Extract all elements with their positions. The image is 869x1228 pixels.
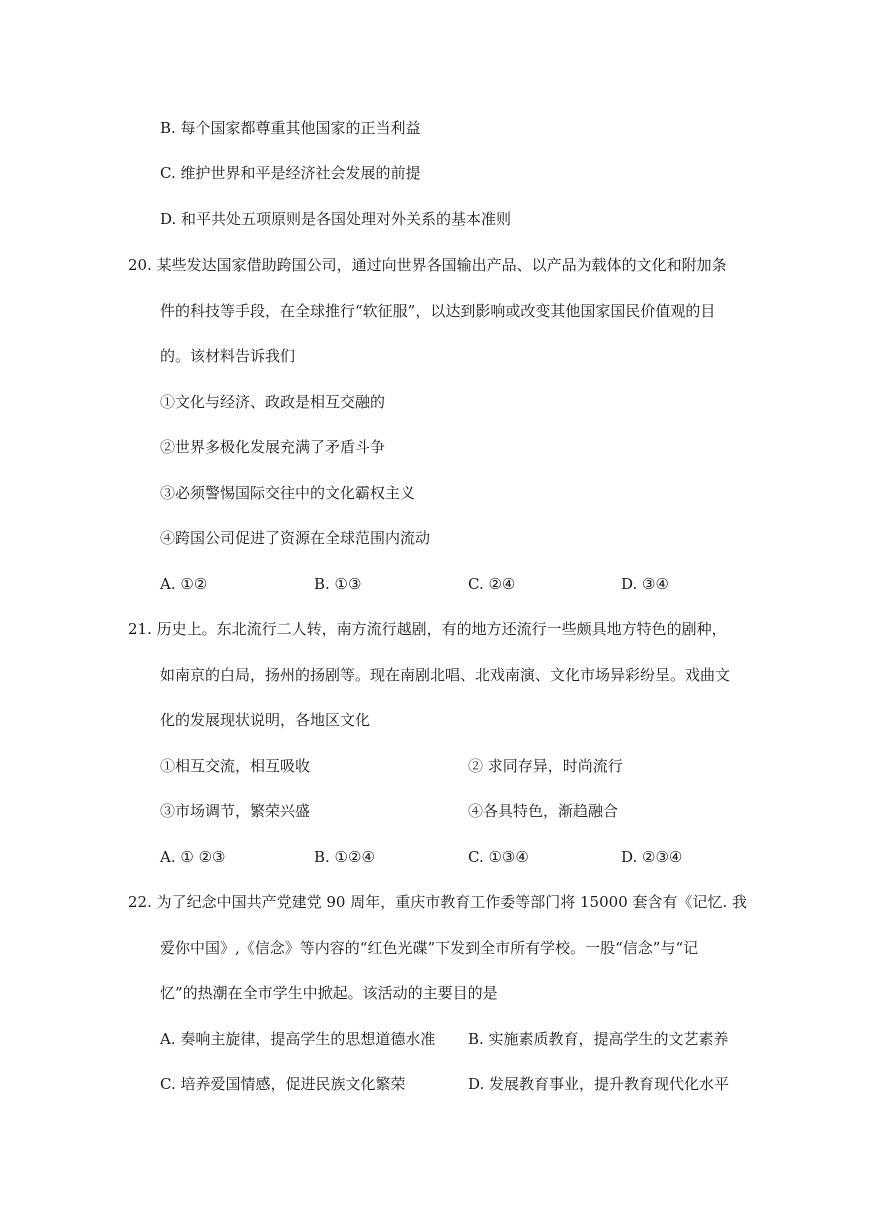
q22-choice-a: A. 奏响主旋律，提高学生的思想道德水准 — [160, 1030, 436, 1048]
q20-statement-2: ②世界多极化发展充满了矛盾斗争 — [160, 438, 386, 456]
q22-stem-line1: 22. 为了纪念中国共产党建党 90 周年，重庆市教育工作委等部门将 15000 套含有《记忆. 我 — [128, 893, 748, 911]
q22-choice-d: D. 发展教育事业，提升教育现代化水平 — [468, 1075, 730, 1093]
q22-stem-line3: 忆”的热潮在全市学生中掀起。该活动的主要目的是 — [160, 984, 498, 1002]
q22-stem-line2: 爱你中国》,《信念》等内容的“红色光碟”下发到全市所有学校。一股“信念”与“记 — [160, 939, 699, 957]
q20-choice-d: D. ③④ — [621, 575, 669, 593]
q19-option-b: B. 每个国家都尊重其他国家的正当利益 — [160, 119, 421, 137]
q21-choice-c: C. ①③④ — [468, 848, 529, 866]
q19-option-d: D. 和平共处五项原则是各国处理对外关系的基本准则 — [160, 210, 512, 228]
q21-choice-a: A. ① ②③ — [160, 848, 226, 866]
q20-choice-c: C. ②④ — [468, 575, 516, 593]
q21-stem-line3: 化的发展现状说明，各地区文化 — [160, 711, 371, 729]
q20-choice-b: B. ①③ — [314, 575, 362, 593]
q21-stem-line2: 如南京的白局，扬州的扬剧等。现在南剧北唱、北戏南演、文化市场异彩纷呈。戏曲文 — [160, 666, 731, 684]
q21-stem-line1: 21. 历史上。东北流行二人转，南方流行越剧，有的地方还流行一些颇具地方特色的剧种， — [128, 620, 727, 638]
q20-statement-4: ④跨国公司促进了资源在全球范围内流动 — [160, 529, 431, 547]
q21-statement-4: ④各具特色，渐趋融合 — [468, 802, 619, 820]
q22-choice-c: C. 培养爱国情感，促进民族文化繁荣 — [160, 1075, 406, 1093]
q20-statement-3: ③必须警惕国际交往中的文化霸权主义 — [160, 484, 416, 502]
q21-statement-2: ② 求同存异，时尚流行 — [468, 757, 623, 775]
q20-stem-line3: 的。该材料告诉我们 — [160, 347, 296, 365]
q22-choice-b: B. 实施素质教育，提高学生的文艺素养 — [468, 1030, 729, 1048]
q21-statement-1: ①相互交流，相互吸收 — [160, 757, 311, 775]
q21-choice-d: D. ②③④ — [621, 848, 683, 866]
q21-choice-b: B. ①②④ — [314, 848, 375, 866]
q20-stem-line1: 20. 某些发达国家借助跨国公司，通过向世界各国输出产品、以产品为载体的文化和附加条 — [128, 256, 727, 274]
q21-statement-3: ③市场调节，繁荣兴盛 — [160, 802, 311, 820]
q19-option-c: C. 维护世界和平是经济社会发展的前提 — [160, 164, 421, 182]
q20-choice-a: A. ①② — [160, 575, 208, 593]
q20-stem-line2: 件的科技等手段，在全球推行“软征服”，以达到影响或改变其他国家国民价值观的目 — [160, 302, 716, 320]
q20-statement-1: ①文化与经济、政政是相互交融的 — [160, 393, 386, 411]
